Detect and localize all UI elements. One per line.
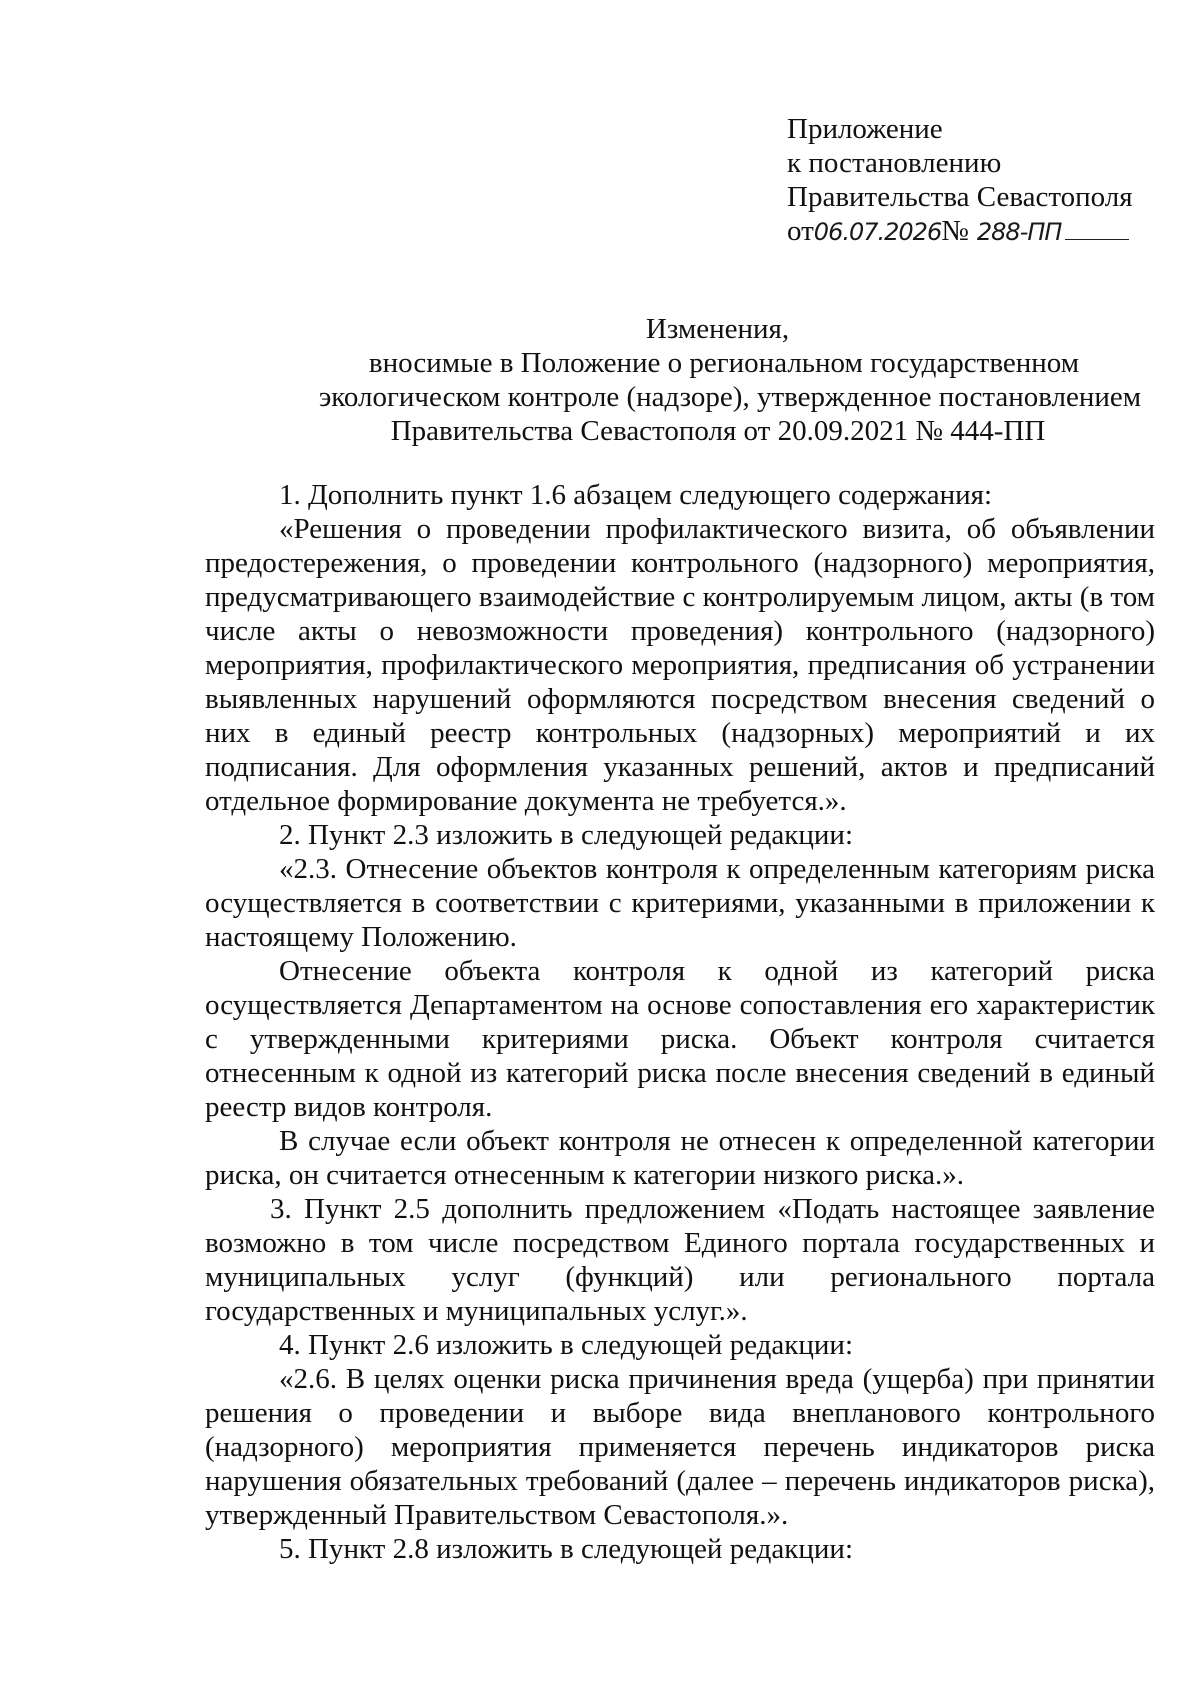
- paragraph-item-5: 5. Пункт 2.8 изложить в следующей редакции:: [279, 1533, 854, 1565]
- title-line-3: экологическом контроле (надзоре), утвержденное постановлением: [318, 381, 1142, 413]
- paragraph-item-4: 4. Пункт 2.6 изложить в следующей редакции:: [279, 1329, 854, 1361]
- appendix-resolution-ref: к постановлению: [787, 147, 1002, 179]
- paragraph-item-3: 3. Пункт 2.5 дополнить предложением «Подать настоящее заявление возможно в том числе посредством Единого портала государственных и муниципальных услуг (функций) или регионального портала государственных и муниципальных услуг.».: [205, 1193, 1155, 1327]
- document-title: [200, 312, 1200, 448]
- paragraph-low-risk: В случае если объект контроля не отнесен к определенной категории риска, он считается отнесенным к категории низкого риска.».: [205, 1125, 1155, 1191]
- paragraph-item-2: 2. Пункт 2.3 изложить в следующей редакции:: [279, 819, 854, 851]
- handwritten-number: 288-ПП: [976, 218, 1062, 246]
- paragraph-quote-2-6: «2.6. В целях оценки риска причинения вреда (ущерба) при принятии решения о проведении и выборе вида внепланового контрольного (надзорного) мероприятия применяется перечень индикаторов риска нарушения обязательных требований (далее – перечень индикаторов риска), утвержденный Правительством Севастополя.».: [205, 1363, 1155, 1531]
- title-line-4: Правительства Севастополя от 20.09.2021 № 444-ПП: [390, 415, 1046, 447]
- appendix-header: [787, 112, 1167, 249]
- paragraph-item-1: 1. Дополнить пункт 1.6 абзацем следующего содержания:: [279, 479, 993, 511]
- paragraph-risk-assignment: Отнесение объекта контроля к одной из категорий риска осуществляется Департаментом на основе сопоставления его характеристик с утвержденными критериями риска. Объект контроля считается отнесенным к одной из категорий риска после внесения сведений в единый реестр видов контроля.: [205, 955, 1155, 1123]
- paragraph-quote-2-3: «2.3. Отнесение объектов контроля к определенным категориям риска осуществляется в соответствии с критериями, указанными в приложении к настоящему Положению.: [205, 853, 1155, 953]
- appendix-label: Приложение: [787, 113, 943, 145]
- appendix-date-number: [787, 214, 1167, 249]
- title-line-2: вносимые в Положение о региональном государственном: [368, 347, 1080, 379]
- from-prefix: от: [787, 215, 814, 247]
- title-line-1: Изменения,: [645, 313, 790, 345]
- paragraph-quote-1-6: «Решения о проведении профилактического визита, об объявлении предостережения, о проведении контрольного (надзорного) мероприятия, предусматривающего взаимодействие с контролируемым лицом, акты (в том числе акты о невозможности проведения) контрольного (надзорного) мероприятия, профилактического мероприятия, предписания об устранении выявленных нарушений оформляются посредством внесения сведений о них в единый реестр контрольных (надзорных) мероприятий и их подписания. Для оформления указанных решений, актов и предписаний отдельное формирование документа не требуется.».: [205, 513, 1155, 817]
- signature-underline: [1065, 239, 1129, 240]
- handwritten-date: 06.07.2026: [813, 218, 942, 246]
- number-sign: №: [941, 215, 969, 247]
- appendix-government: Правительства Севастополя: [787, 181, 1133, 213]
- document-body: [205, 478, 1155, 1566]
